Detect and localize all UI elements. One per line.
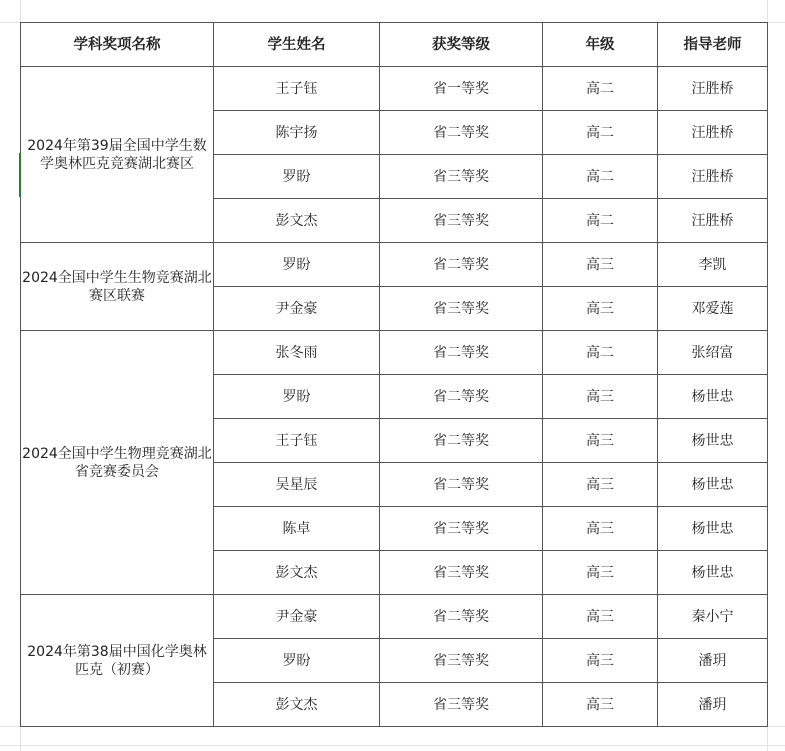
teacher-cell[interactable]: 汪胜桥 (658, 199, 768, 243)
table-row (21, 67, 768, 111)
competition-cell[interactable]: 2024全国中学生生物竞赛湖北赛区联赛 (21, 243, 214, 331)
teacher-cell[interactable]: 汪胜桥 (658, 67, 768, 111)
student-name-cell[interactable]: 彭文杰 (214, 683, 380, 727)
header-row (21, 23, 768, 67)
teacher-cell[interactable]: 汪胜桥 (658, 111, 768, 155)
teacher-cell[interactable]: 杨世忠 (658, 551, 768, 595)
teacher-cell[interactable]: 杨世忠 (658, 507, 768, 551)
student-name-cell[interactable]: 王子钰 (214, 67, 380, 111)
student-name-cell[interactable]: 彭文杰 (214, 551, 380, 595)
teacher-cell[interactable]: 邓爱莲 (658, 287, 768, 331)
award-level-cell[interactable]: 省三等奖 (380, 551, 543, 595)
grade-cell[interactable]: 高三 (543, 243, 658, 287)
grade-cell[interactable]: 高三 (543, 639, 658, 683)
teacher-cell[interactable]: 杨世忠 (658, 375, 768, 419)
competition-cell[interactable]: 2024年第39届全国中学生数学奥林匹克竞赛湖北赛区 (21, 67, 214, 243)
grade-cell[interactable]: 高三 (543, 463, 658, 507)
award-level-cell[interactable]: 省二等奖 (380, 595, 543, 639)
award-level-cell[interactable]: 省二等奖 (380, 111, 543, 155)
award-level-cell[interactable]: 省三等奖 (380, 287, 543, 331)
award-level-cell[interactable]: 省二等奖 (380, 419, 543, 463)
grade-cell[interactable]: 高二 (543, 155, 658, 199)
student-name-cell[interactable]: 罗盼 (214, 243, 380, 287)
teacher-cell[interactable]: 杨世忠 (658, 463, 768, 507)
header-grade[interactable]: 年级 (543, 23, 658, 67)
teacher-cell[interactable]: 潘玥 (658, 683, 768, 727)
student-name-cell[interactable]: 罗盼 (214, 155, 380, 199)
award-level-cell[interactable]: 省三等奖 (380, 155, 543, 199)
award-level-cell[interactable]: 省二等奖 (380, 243, 543, 287)
grade-cell[interactable]: 高三 (543, 595, 658, 639)
grade-cell[interactable]: 高三 (543, 375, 658, 419)
table-row (21, 243, 768, 287)
award-level-cell[interactable]: 省二等奖 (380, 331, 543, 375)
teacher-cell[interactable]: 李凯 (658, 243, 768, 287)
student-name-cell[interactable]: 张冬雨 (214, 331, 380, 375)
student-name-cell[interactable]: 罗盼 (214, 639, 380, 683)
award-level-cell[interactable]: 省三等奖 (380, 683, 543, 727)
student-name-cell[interactable]: 尹金豪 (214, 595, 380, 639)
grade-cell[interactable]: 高三 (543, 507, 658, 551)
header-competition[interactable]: 学科奖项名称 (21, 23, 214, 67)
student-name-cell[interactable]: 罗盼 (214, 375, 380, 419)
award-level-cell[interactable]: 省三等奖 (380, 639, 543, 683)
table-row (21, 331, 768, 375)
grade-cell[interactable]: 高二 (543, 67, 658, 111)
header-teacher[interactable]: 指导老师 (658, 23, 768, 67)
teacher-cell[interactable]: 潘玥 (658, 639, 768, 683)
award-table (20, 22, 768, 727)
student-name-cell[interactable]: 王子钰 (214, 419, 380, 463)
grade-cell[interactable]: 高二 (543, 199, 658, 243)
student-name-cell[interactable]: 尹金豪 (214, 287, 380, 331)
grade-cell[interactable]: 高三 (543, 551, 658, 595)
header-student-name[interactable]: 学生姓名 (214, 23, 380, 67)
teacher-cell[interactable]: 汪胜桥 (658, 155, 768, 199)
award-level-cell[interactable]: 省一等奖 (380, 67, 543, 111)
grade-cell[interactable]: 高二 (543, 331, 658, 375)
teacher-cell[interactable]: 张绍富 (658, 331, 768, 375)
header-award-level[interactable]: 获奖等级 (380, 23, 543, 67)
grade-cell[interactable]: 高三 (543, 287, 658, 331)
competition-cell[interactable]: 2024年第38届中国化学奥林匹克（初赛） (21, 595, 214, 727)
table-row (21, 595, 768, 639)
competition-cell[interactable]: 2024全国中学生物理竞赛湖北省竞赛委员会 (21, 331, 214, 595)
teacher-cell[interactable]: 秦小宁 (658, 595, 768, 639)
grade-cell[interactable]: 高三 (543, 683, 658, 727)
student-name-cell[interactable]: 吴星辰 (214, 463, 380, 507)
award-level-cell[interactable]: 省三等奖 (380, 199, 543, 243)
student-name-cell[interactable]: 陈宇扬 (214, 111, 380, 155)
student-name-cell[interactable]: 彭文杰 (214, 199, 380, 243)
grid-line (0, 745, 785, 746)
student-name-cell[interactable]: 陈卓 (214, 507, 380, 551)
row-change-marker (19, 153, 21, 197)
grade-cell[interactable]: 高二 (543, 111, 658, 155)
award-level-cell[interactable]: 省二等奖 (380, 463, 543, 507)
award-level-cell[interactable]: 省三等奖 (380, 507, 543, 551)
award-level-cell[interactable]: 省二等奖 (380, 375, 543, 419)
teacher-cell[interactable]: 杨世忠 (658, 419, 768, 463)
grade-cell[interactable]: 高三 (543, 419, 658, 463)
